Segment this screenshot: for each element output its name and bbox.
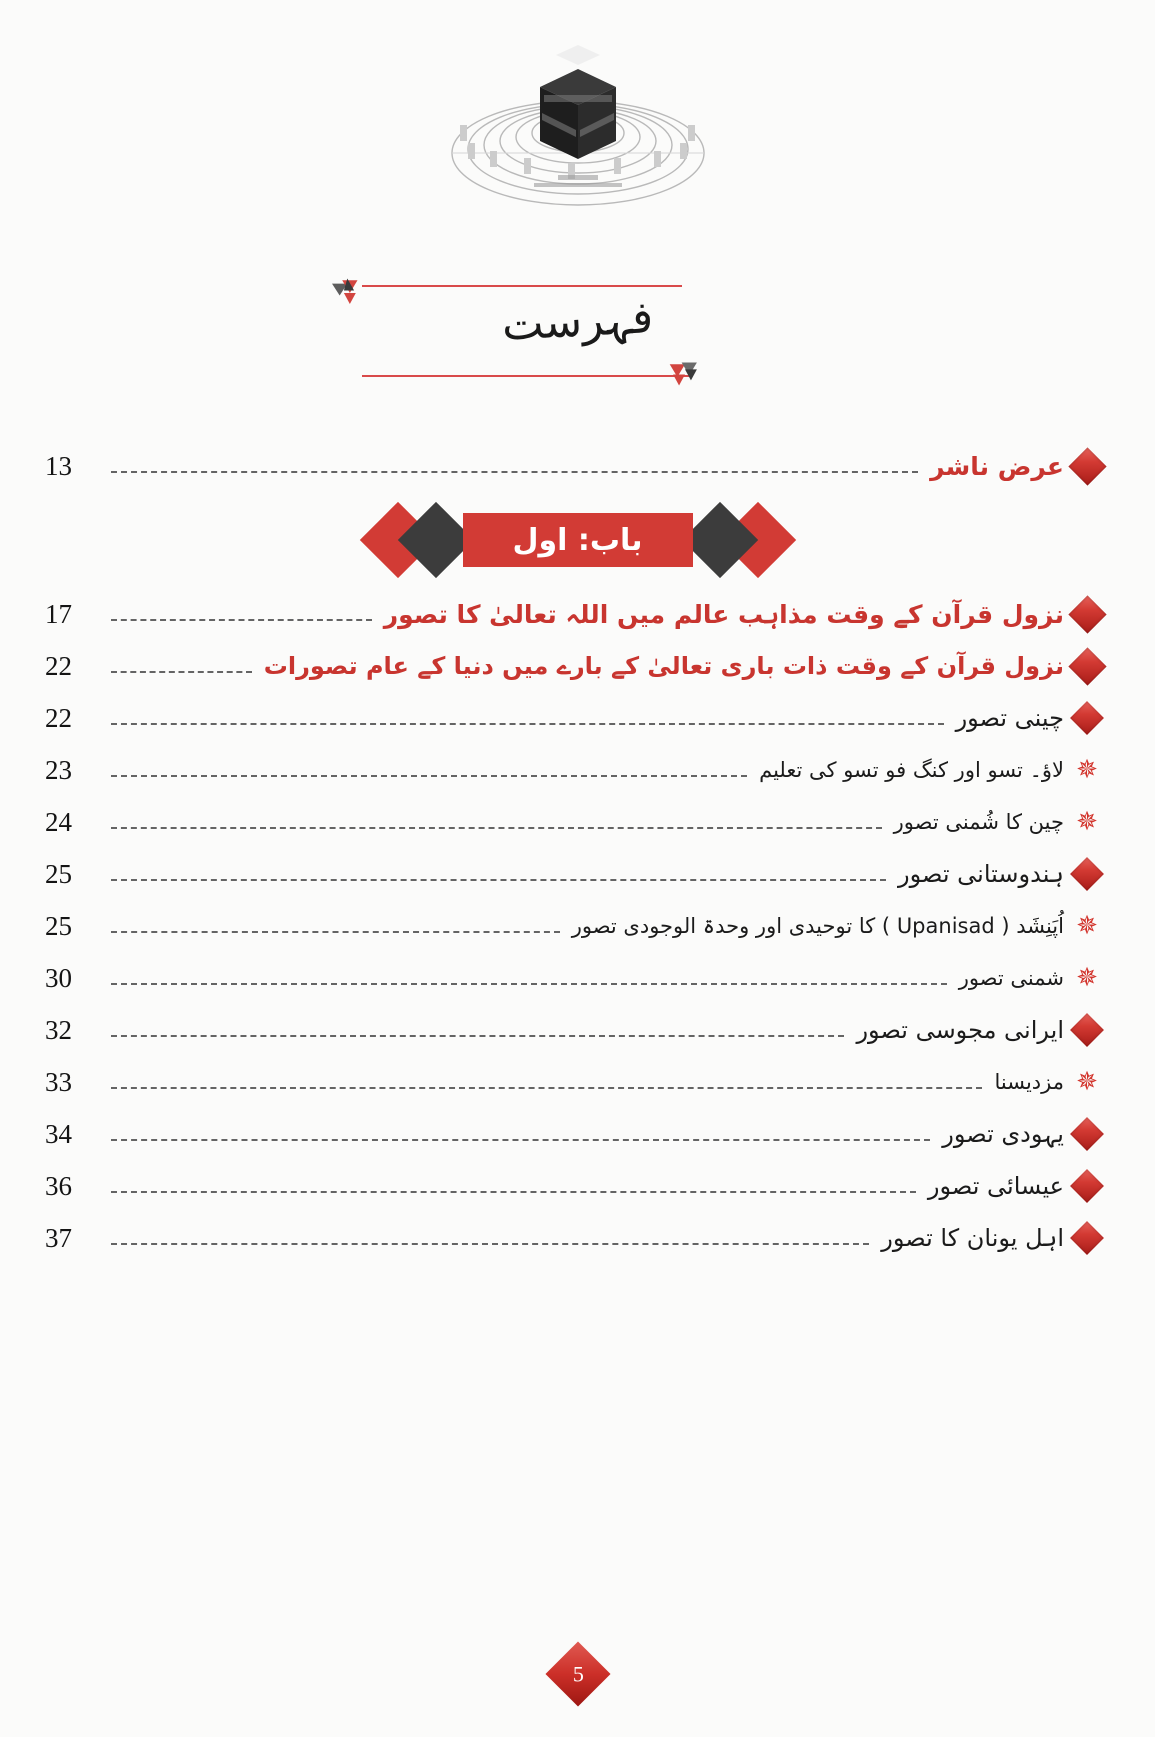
toc-entry[interactable] [45,588,1110,640]
title-rule-bottom [362,375,692,377]
star-bullet-icon: ✵ [1076,807,1098,837]
toc-entry-label: ایرانی مجوسی تصور [856,1016,1064,1044]
toc-entry[interactable] [45,1212,1110,1264]
toc-entry-page: 32 [45,1014,72,1045]
leader-dots [111,1243,869,1246]
kaaba-icon [438,25,718,225]
diamond-bullet-icon [1064,1174,1110,1198]
toc-entry-label: عرض ناشر [930,451,1064,481]
chapter-banner-label: باب: اول [463,513,693,567]
toc-entry-label: نزول قرآن کے وقت ذات باری تعالیٰ کے بارے میں دنیا کے عام تصورات [263,652,1064,680]
toc-entry-page: 30 [45,962,72,993]
toc-entry[interactable] [45,692,1110,744]
leader-dots [111,983,947,986]
leader-dots [111,471,918,474]
diamond-bullet-icon [1064,706,1110,730]
leader-dots [111,1087,982,1090]
diamond-bullet-icon [1064,1018,1110,1042]
toc-entry-label: نزول قرآن کے وقت مذاہب عالم میں اللہ تعالیٰ کا تصور [383,599,1064,629]
chapter-banner-graphic [387,513,769,567]
toc-entry[interactable] [45,848,1110,900]
toc-entry-page: 17 [45,598,72,629]
toc-entry-label: شمنی تصور [958,966,1064,990]
diamond-bullet-icon [1064,653,1110,680]
toc-entry-label: اہل یونان کا تصور [881,1224,1064,1252]
toc-entry[interactable] [45,1004,1110,1056]
toc-entry[interactable] [45,640,1110,692]
toc-entry-label: چین کا شُمنی تصور [893,810,1064,834]
diamond-bullet-icon [1064,601,1110,628]
page-title: فہرست [500,292,655,351]
toc-entry[interactable] [45,952,1110,1004]
page-footer [0,1651,1155,1697]
footer-diamond-icon [545,1641,610,1706]
title-rule-top [362,285,682,287]
toc-entry-page: 24 [45,806,72,837]
leader-dots [111,1191,916,1194]
toc-entry[interactable] [45,796,1110,848]
footer-page-number: 5 [572,1661,583,1686]
leader-dots [111,775,747,778]
diamond-bullet-icon [1064,1226,1110,1250]
toc-entry-page: 13 [45,450,72,481]
chapter-banner [45,492,1110,588]
leader-dots [111,671,252,674]
toc-entry-page: 22 [45,702,72,733]
toc-entry-label: لاؤ۔ تسو اور کنگ فو تسو کی تعلیم [759,758,1064,782]
toc-entry[interactable] [45,1160,1110,1212]
toc-entry-page: 34 [45,1118,72,1149]
star-bullet-icon: ✵ [1076,963,1098,993]
leader-dots [111,1139,930,1142]
toc-entry-label: مزدیسنا [994,1070,1064,1094]
toc-entry[interactable] [45,440,1110,492]
arrow-marker-left-icon [332,278,366,308]
toc-entry-page: 25 [45,910,72,941]
toc-entry-page: 36 [45,1170,72,1201]
leader-dots [111,879,886,882]
toc-entry[interactable] [45,1108,1110,1160]
leader-dots [111,931,560,934]
toc-entry-label: یہودی تصور [942,1120,1064,1148]
diamond-bullet-icon [1064,453,1110,480]
star-bullet-icon: ✵ [1076,755,1098,785]
toc-entry[interactable] [45,744,1110,796]
toc-entry-page: 23 [45,754,72,785]
kaaba-illustration [0,20,1155,230]
toc-entry-page: 33 [45,1066,72,1097]
arrow-marker-right-icon [668,362,702,392]
diamond-bullet-icon [1064,862,1110,886]
toc-entry-page: 37 [45,1222,72,1253]
leader-dots [111,1035,844,1038]
toc-entry-label: چینی تصور [955,704,1064,732]
toc-entry[interactable] [45,1056,1110,1108]
star-bullet-icon: ✵ [1076,1067,1098,1097]
toc-entry-label: اُپَنِشَد ( Upanisad ) کا توحیدی اور وحدۃ الوجودی تصور [571,914,1064,938]
diamond-bullet-icon [1064,1122,1110,1146]
toc-entry[interactable] [45,900,1110,952]
leader-dots [111,619,372,622]
toc-entry-label: عیسائی تصور [927,1172,1064,1200]
toc-entry-page: 22 [45,650,72,681]
toc-list [45,440,1110,1264]
toc-entry-label: ہندوستانی تصور [898,860,1064,888]
toc-entry-page: 25 [45,858,72,889]
leader-dots [111,827,882,830]
star-bullet-icon: ✵ [1076,911,1098,941]
leader-dots [111,723,944,726]
title-block [0,268,1155,393]
